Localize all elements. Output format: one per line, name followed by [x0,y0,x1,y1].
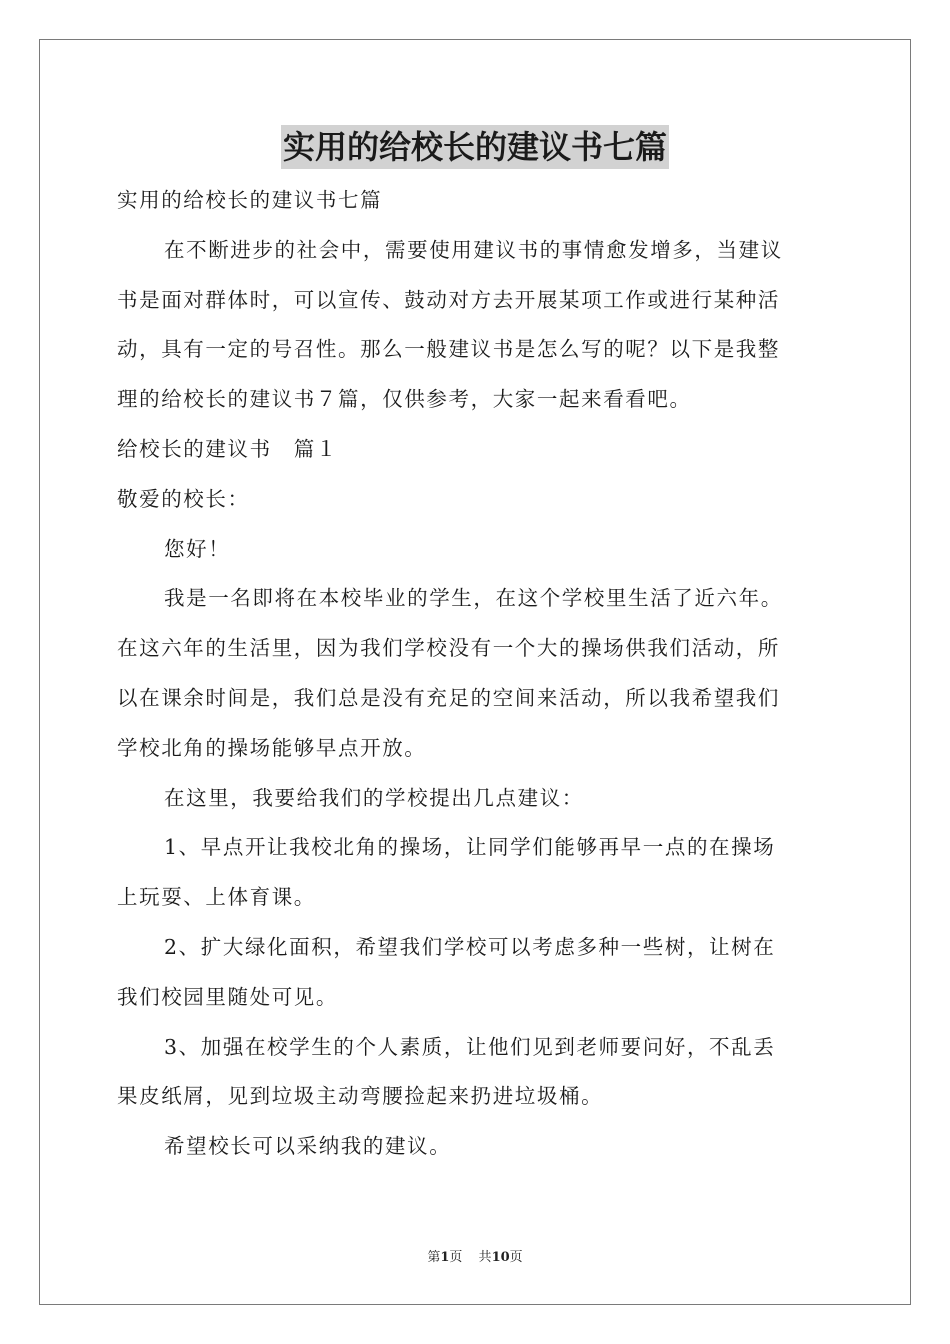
text-line: 在这里，我要给我们的学校提出几点建议： [164,785,584,810]
text-line: 我是一名即将在本校毕业的学生，在这个学校里生活了近六年。 [164,586,783,611]
text-line: 上玩耍、上体育课。 [117,885,316,910]
page-number: 第1页 [427,1250,463,1265]
text-line: 学校北角的操场能够早点开放。 [117,735,427,760]
text-line: 我们校园里随处可见。 [117,984,338,1009]
text-line: 在不断进步的社会中，需要使用建议书的事情愈发增多，当建议 [164,237,783,262]
document-title-text: 实用的给校长的建议书七篇 [281,125,669,169]
total-pages: 共10页 [478,1250,523,1265]
document-title [0,125,950,169]
text-line: 果皮纸屑，见到垃圾主动弯腰捡起来扔进垃圾桶。 [117,1084,604,1109]
text-line: 希望校长可以采纳我的建议。 [164,1134,452,1159]
text-line: 您好！ [164,536,231,561]
text-line: 在这六年的生活里，因为我们学校没有一个大的操场供我们活动，所 [117,636,780,661]
text-line: 实用的给校长的建议书七篇 [117,188,383,212]
text-line: 动，具有一定的号召性。那么一般建议书是怎么写的呢？以下是我整 [117,337,780,362]
page-footer [0,1246,950,1265]
text-line: 1、早点开让我校北角的操场，让同学们能够再早一点的在操场 [164,835,776,860]
text-line: 以在课余时间是，我们总是没有充足的空间来活动，所以我希望我们 [117,685,780,710]
text-line: 理的给校长的建议书７篇，仅供参考，大家一起来看看吧。 [117,387,692,412]
text-line: 3、加强在校学生的个人素质，让他们见到老师要问好，不乱丢 [164,1034,776,1059]
text-line: 敬爱的校长： [117,486,250,511]
text-line: 书是面对群体时，可以宣传、鼓动对方去开展某项工作或进行某种活 [117,287,780,312]
text-line: 给校长的建议书 篇１ [117,436,338,461]
text-line: 2、扩大绿化面积，希望我们学校可以考虑多种一些树，让树在 [164,934,776,959]
document-body [117,176,835,1172]
